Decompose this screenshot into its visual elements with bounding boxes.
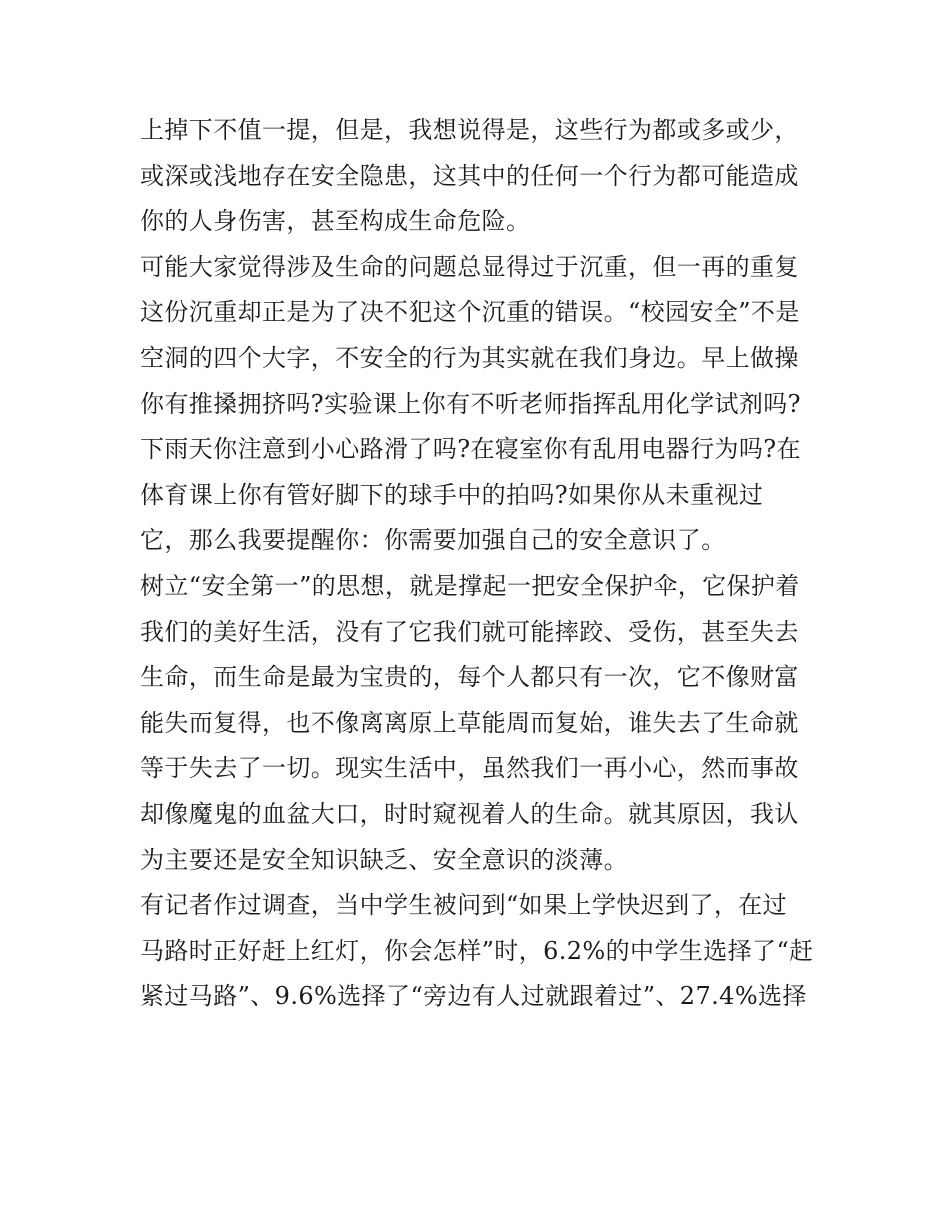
text-line: 能失而复得，也不像离离原上草能周而复始，谁失去了生命就 xyxy=(140,708,799,737)
text-line: 树立“安全第一”的思想，就是撑起一把安全保护伞，它保护着 xyxy=(140,571,800,600)
text-line: 上掉下不值一提，但是，我想说得是，这些行为都或多或少， xyxy=(140,116,799,144)
body-text xyxy=(140,108,820,1020)
text-line: 马路时正好赶上红灯，你会怎样”时，6.2%的中学生选择了“赶 xyxy=(140,936,814,965)
text-line: 体育课上你有管好脚下的球手中的拍吗?如果你从未重视过 xyxy=(140,480,764,509)
text-line: 下雨天你注意到小心路滑了吗?在寝室你有乱用电器行为吗?在 xyxy=(140,435,801,464)
text-line: 却像魔鬼的血盆大口，时时窥视着人的生命。就其原因，我认 xyxy=(140,799,799,828)
text-line: 空洞的四个大字，不安全的行为其实就在我们身边。早上做操 xyxy=(140,343,799,372)
text-line: 生命，而生命是最为宝贵的，每个人都只有一次，它不像财富 xyxy=(140,663,799,692)
text-line: 我们的美好生活，没有了它我们就可能摔跤、受伤，甚至失去 xyxy=(140,617,799,646)
text-line: 它，那么我要提醒你：你需要加强自己的安全意识了。 xyxy=(140,526,726,555)
text-line: 等于失去了一切。现实生活中，虽然我们一再小心，然而事故 xyxy=(140,754,799,783)
text-line: 或深或浅地存在安全隐患，这其中的任何一个行为都可能造成 xyxy=(140,161,799,190)
text-line: 有记者作过调查，当中学生被问到“如果上学快迟到了，在过 xyxy=(140,891,788,920)
text-line: 为主要还是安全知识缺乏、安全意识的淡薄。 xyxy=(140,845,628,874)
text-line: 你有推搡拥挤吗?实验课上你有不听老师指挥乱用化学试剂吗? xyxy=(140,389,801,418)
text-line: 可能大家觉得涉及生命的问题总显得过于沉重，但一再的重复 xyxy=(140,252,799,281)
text-line: 你的人身伤害，甚至构成生命危险。 xyxy=(140,207,531,236)
text-line: 紧过马路”、9.6%选择了“旁边有人过就跟着过”、27.4%选择 xyxy=(140,982,807,1011)
text-line: 这份沉重却正是为了决不犯这个沉重的错误。“校园安全”不是 xyxy=(140,298,800,327)
